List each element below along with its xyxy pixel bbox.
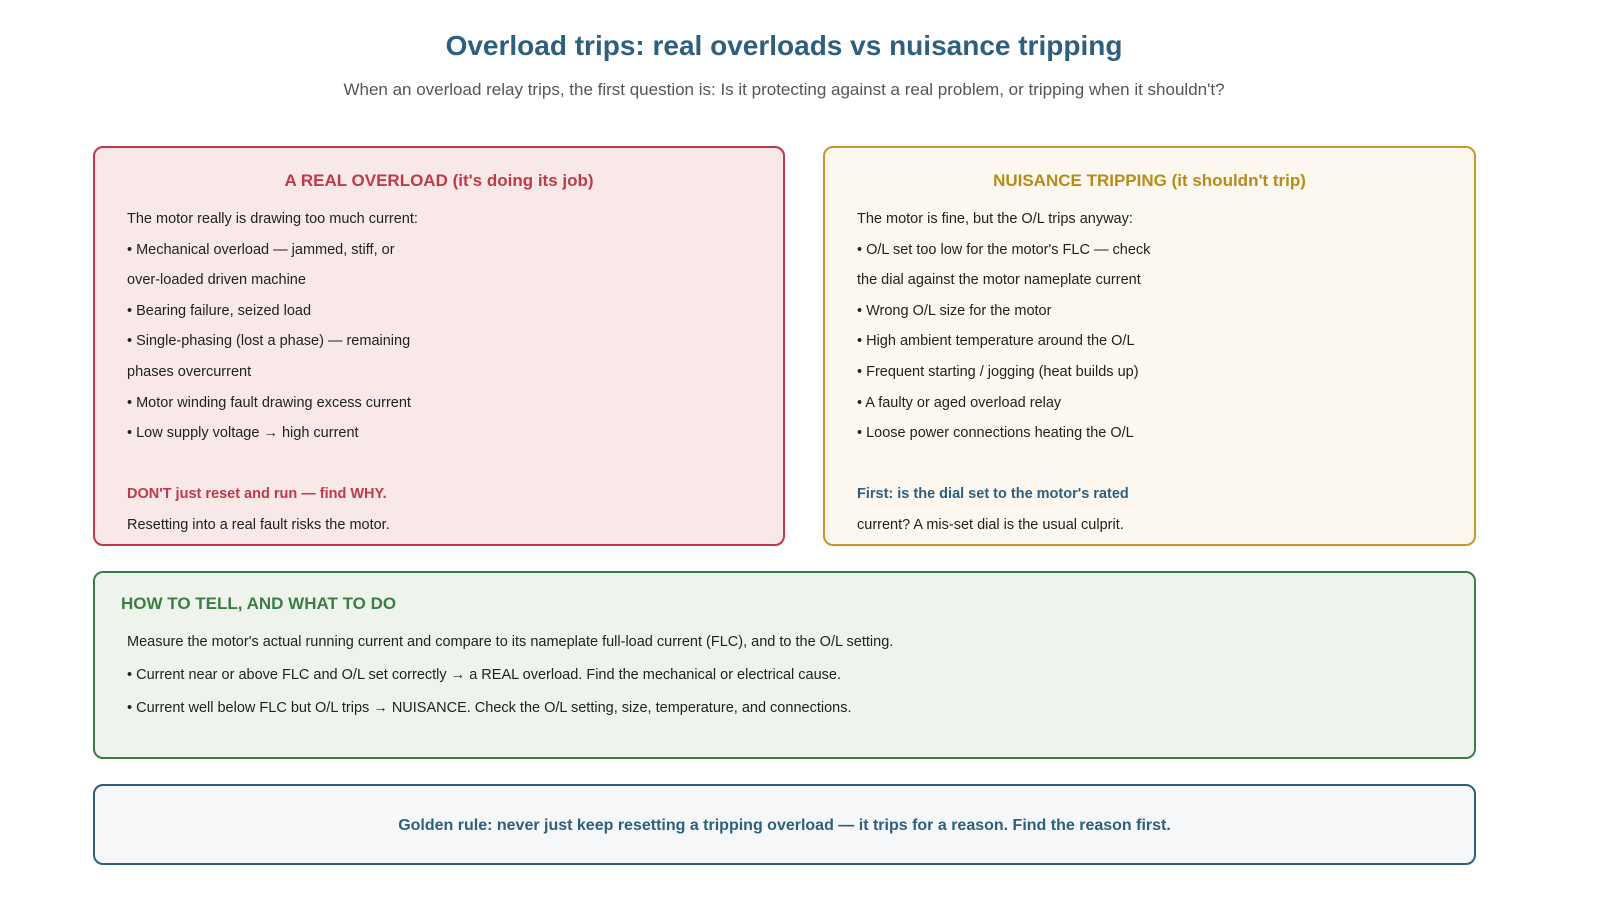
real-overload-line: phases overcurrent xyxy=(127,363,252,380)
how-to-tell-panel xyxy=(93,571,1476,759)
nuisance-line: • Wrong O/L size for the motor xyxy=(857,302,1052,319)
golden-rule-panel xyxy=(93,784,1476,865)
nuisance-note: current? A mis-set dial is the usual culprit. xyxy=(857,516,1124,533)
how-to-tell-heading: HOW TO TELL, AND WHAT TO DO xyxy=(121,594,397,613)
real-overload-line: • Mechanical overload — jammed, stiff, or xyxy=(127,241,395,258)
real-overload-panel xyxy=(93,146,785,546)
how-to-tell-list xyxy=(127,626,893,725)
real-overload-warning: DON'T just reset and run — find WHY. xyxy=(127,486,387,503)
real-overload-list xyxy=(127,204,418,541)
nuisance-tripping-panel xyxy=(823,146,1476,546)
real-overload-heading: A REAL OVERLOAD (it's doing its job) xyxy=(284,171,594,190)
spacer xyxy=(127,449,418,480)
nuisance-tripping-list xyxy=(857,204,1150,541)
nuisance-line: • Frequent starting / jogging (heat builds up) xyxy=(857,363,1139,380)
real-overload-line: • Motor winding fault drawing excess current xyxy=(127,394,411,411)
real-overload-line: • Single-phasing (lost a phase) — remaining xyxy=(127,333,411,350)
nuisance-tripping-heading: NUISANCE TRIPPING (it shouldn't trip) xyxy=(993,171,1306,190)
page-subtitle: When an overload relay trips, the first question is: Is it protecting against a real problem, or tripping when it shouldn't? xyxy=(343,80,1225,99)
spacer xyxy=(857,449,1150,480)
nuisance-line: • A faulty or aged overload relay xyxy=(857,394,1062,411)
nuisance-warning: First: is the dial set to the motor's rated xyxy=(857,486,1129,503)
nuisance-line: • High ambient temperature around the O/L xyxy=(857,333,1135,350)
nuisance-line: • O/L set too low for the motor's FLC — check xyxy=(857,241,1151,258)
real-overload-note: Resetting into a real fault risks the motor. xyxy=(127,516,390,533)
golden-rule-text: Golden rule: never just keep resetting a tripping overload — it trips for a reason. Find the reason first. xyxy=(398,817,1171,834)
how-to-tell-line: • Current well below FLC but O/L trips → NUISANCE. Check the O/L setting, size, temperature, and connections. xyxy=(127,700,852,716)
page-title: Overload trips: real overloads vs nuisance tripping xyxy=(445,30,1123,61)
nuisance-line: the dial against the motor nameplate current xyxy=(857,272,1141,289)
how-to-tell-line: Measure the motor's actual running current and compare to its nameplate full-load current (FLC), and to the O/L setting. xyxy=(127,634,894,650)
nuisance-line: The motor is fine, but the O/L trips anyway: xyxy=(857,211,1133,227)
real-overload-line: over-loaded driven machine xyxy=(127,272,306,289)
how-to-tell-line: • Current near or above FLC and O/L set correctly → a REAL overload. Find the mechanical or electrical cause. xyxy=(127,667,842,683)
real-overload-line: • Low supply voltage → high current xyxy=(127,425,359,442)
real-overload-line: The motor really is drawing too much current: xyxy=(127,211,418,227)
nuisance-line: • Loose power connections heating the O/L xyxy=(857,425,1134,442)
real-overload-line: • Bearing failure, seized load xyxy=(127,302,312,319)
